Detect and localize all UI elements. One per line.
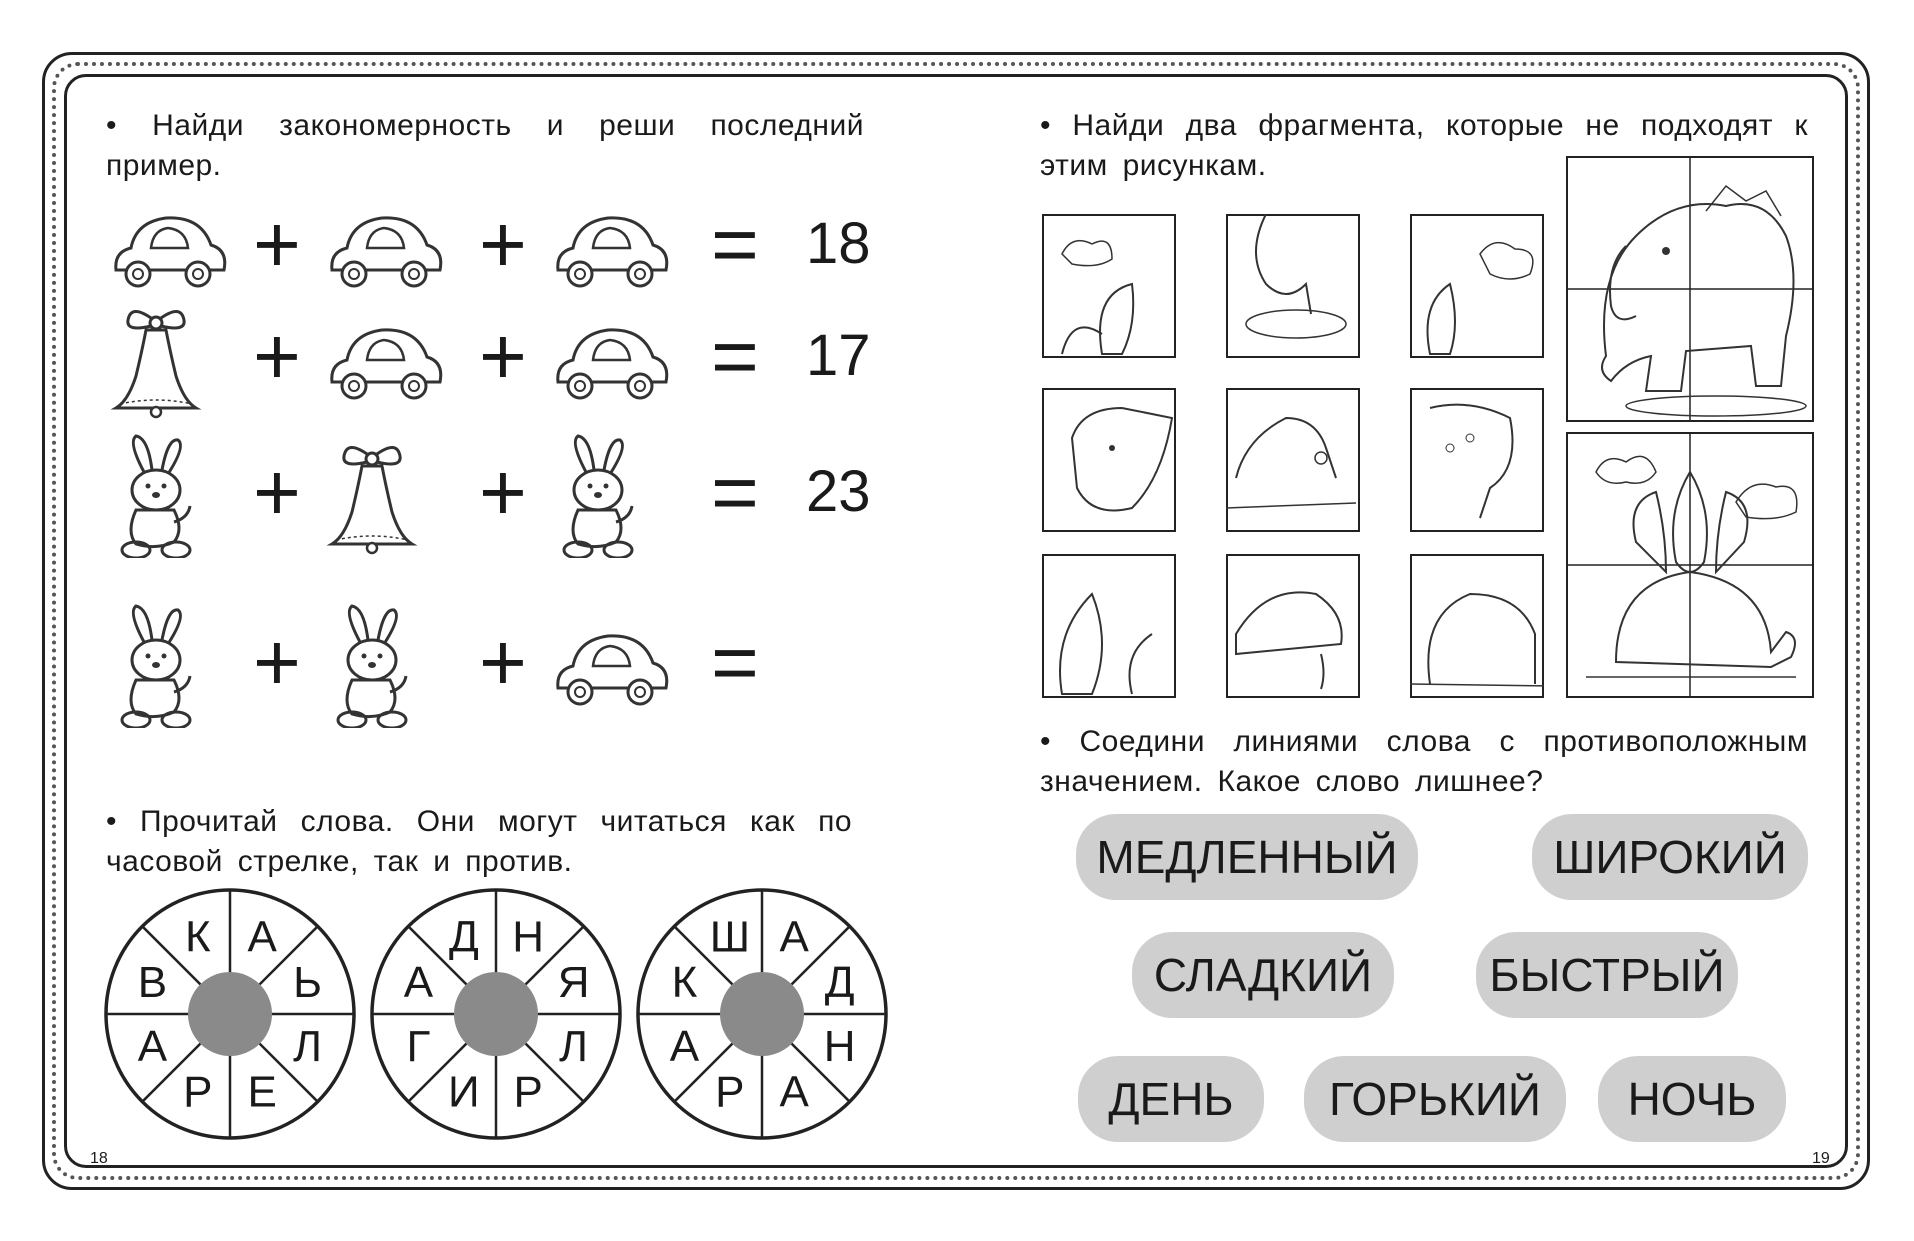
bunny-icon: [106, 432, 206, 558]
turtle-peacock-picture: [1566, 432, 1814, 698]
plus-sign: +: [479, 199, 527, 290]
car-icon: [548, 618, 676, 710]
bunny-icon: [322, 602, 422, 728]
wheel-letter: В: [137, 957, 168, 1007]
wheel-letter: Я: [557, 957, 590, 1007]
fragment-tile[interactable]: [1226, 554, 1360, 698]
fragment-tile[interactable]: [1410, 214, 1544, 358]
plus-sign: +: [253, 447, 301, 538]
task-read-words: • Прочитай слова. Они могут читаться как по часовой стрелке, так и против.: [106, 805, 852, 878]
car-icon: [106, 200, 234, 292]
task-find-pattern: • Найди закономерность и реши последний пример.: [106, 109, 864, 182]
car-icon: [548, 200, 676, 292]
plus-sign: +: [479, 447, 527, 538]
wheel-letter: А: [403, 957, 434, 1007]
page-number-left: 18: [90, 1150, 108, 1167]
page-number-right: 19: [1812, 1150, 1830, 1167]
plus-sign: +: [253, 199, 301, 290]
task-connect-opposites: • Соедини линиями слова с противоположным значением. Какое слово лишнее?: [1040, 725, 1808, 798]
fragment-tile[interactable]: [1042, 388, 1176, 532]
wheel-letter: И: [448, 1067, 480, 1117]
letter-wheel: [106, 890, 354, 1138]
fragment-tile[interactable]: [1042, 214, 1176, 358]
plus-sign: +: [479, 617, 527, 708]
fragment-tile[interactable]: [1042, 554, 1176, 698]
fragment-tile[interactable]: [1410, 554, 1544, 698]
plus-sign: +: [253, 311, 301, 402]
equals-sign: =: [711, 199, 759, 290]
wheel-letter: А: [137, 1022, 168, 1072]
bell-icon: [322, 432, 422, 558]
word-shiroky[interactable]: ШИРОКИЙ: [1532, 814, 1808, 900]
letter-wheels: [100, 880, 900, 1160]
word-sladky[interactable]: СЛАДКИЙ: [1132, 932, 1394, 1018]
equation-result: 18: [806, 211, 871, 276]
wheel-letter: Р: [183, 1067, 213, 1117]
car-icon: [322, 200, 450, 292]
word-bystry[interactable]: БЫСТРЫЙ: [1476, 932, 1738, 1018]
letter-wheel: [372, 890, 620, 1138]
wheel-letter: Р: [513, 1067, 543, 1117]
equation-result: 17: [806, 323, 871, 388]
wheel-letter: Н: [512, 912, 545, 962]
fragment-tile[interactable]: [1410, 388, 1544, 532]
bunny-icon: [106, 602, 206, 728]
bunny-icon: [548, 432, 648, 558]
word-den[interactable]: ДЕНЬ: [1078, 1056, 1264, 1142]
equals-sign: =: [711, 617, 759, 708]
wheel-letter: К: [671, 957, 698, 1007]
letter-wheel: [638, 890, 886, 1138]
wheel-letter: К: [185, 912, 211, 962]
task-find-fragments: • Найди два фрагмента, которые не подходят к этим рисункам.: [1040, 109, 1808, 182]
wheel-letter: Ш: [709, 912, 751, 962]
car-icon: [548, 312, 676, 404]
wheel-letter: А: [247, 912, 277, 962]
wheel-letter: Н: [823, 1022, 856, 1072]
wheel-letter: Ь: [293, 957, 323, 1007]
wheel-letter: Л: [293, 1022, 323, 1072]
wheel-letter: Г: [406, 1022, 431, 1072]
wheel-letter: Р: [715, 1067, 745, 1117]
plus-sign: +: [479, 311, 527, 402]
wheel-letter: А: [779, 1067, 809, 1117]
wheel-letter: Д: [448, 912, 479, 962]
wheel-letter: Л: [559, 1022, 589, 1072]
bell-icon: [106, 296, 206, 422]
word-noch[interactable]: НОЧЬ: [1598, 1056, 1786, 1142]
wheel-letter: А: [669, 1022, 700, 1072]
word-gorky[interactable]: ГОРЬКИЙ: [1304, 1056, 1566, 1142]
car-icon: [322, 312, 450, 404]
equation-result: 23: [806, 459, 871, 524]
equals-sign: =: [711, 447, 759, 538]
equals-sign: =: [711, 311, 759, 402]
elephant-picture: [1566, 156, 1814, 422]
fragment-tile[interactable]: [1226, 388, 1360, 532]
plus-sign: +: [253, 617, 301, 708]
wheel-letter: Е: [247, 1067, 277, 1117]
fragment-tile[interactable]: [1226, 214, 1360, 358]
wheel-letter: А: [779, 912, 809, 962]
word-medlenny[interactable]: МЕДЛЕННЫЙ: [1076, 814, 1418, 900]
wheel-letter: Д: [824, 957, 855, 1007]
